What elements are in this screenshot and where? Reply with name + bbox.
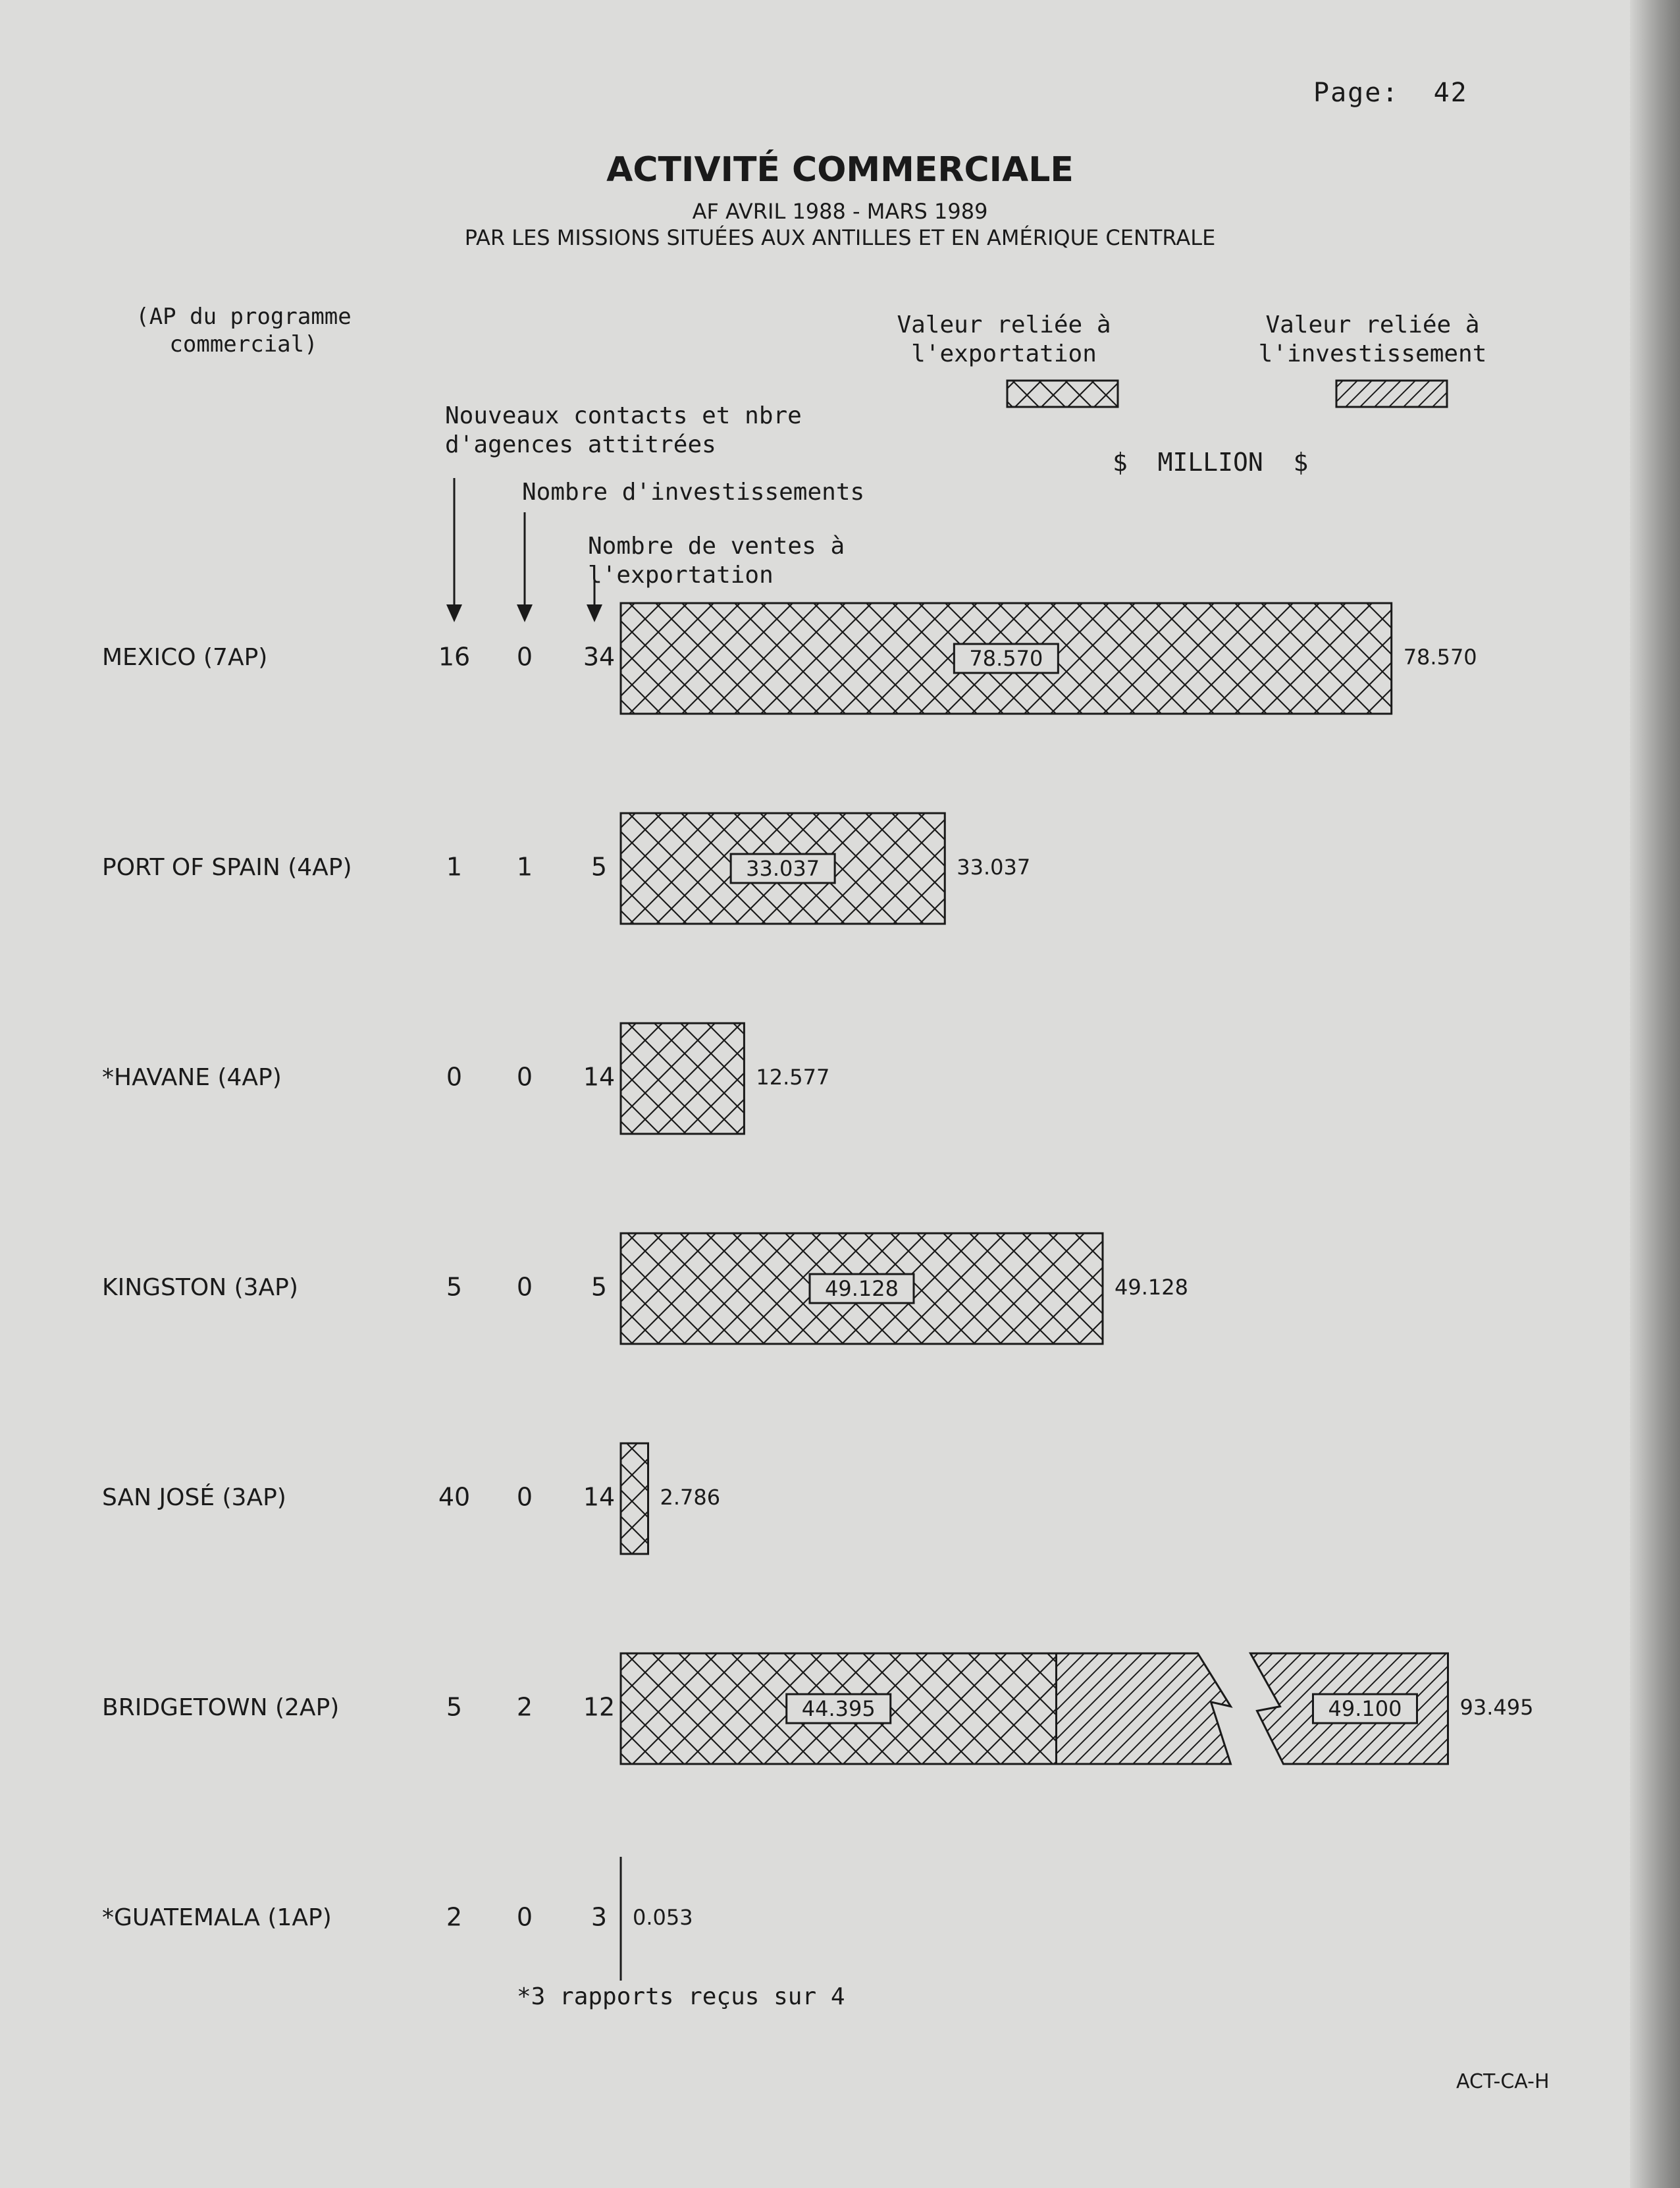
category-label: BRIDGETOWN (2AP) bbox=[102, 1694, 340, 1721]
count-export-sales: 3 bbox=[591, 1902, 608, 1932]
bar-total: 78.570 bbox=[1403, 645, 1477, 670]
bar-total: 2.786 bbox=[660, 1485, 721, 1510]
count-contacts: 0 bbox=[446, 1062, 463, 1092]
arrow-export-sales-head bbox=[587, 604, 602, 622]
count-investments: 2 bbox=[516, 1692, 533, 1722]
page-subtitle-scope: PAR LES MISSIONS SITUÉES AUX ANTILLES ET EN AMÉRIQUE CENTRALE bbox=[464, 225, 1216, 250]
column-head-export-sales: Nombre de ventes à l'exportation bbox=[588, 533, 845, 589]
count-contacts: 5 bbox=[446, 1272, 463, 1302]
category-label: MEXICO (7AP) bbox=[102, 644, 268, 671]
chart-rows bbox=[102, 603, 1533, 1981]
category-label: SAN JOSÉ (3AP) bbox=[102, 1484, 286, 1511]
count-contacts: 40 bbox=[438, 1482, 471, 1512]
bar-total: 0.053 bbox=[633, 1905, 693, 1930]
page-title: ACTIVITÉ COMMERCIALE bbox=[606, 150, 1074, 190]
arrow-investments-head bbox=[517, 604, 533, 622]
bar-export-value: 49.128 bbox=[825, 1276, 899, 1301]
bar-export bbox=[621, 1023, 744, 1134]
legend-export-label: Valeur reliée à l'exportation bbox=[897, 311, 1111, 367]
arrow-contacts-head bbox=[446, 604, 462, 622]
column-arrows bbox=[446, 478, 602, 622]
count-investments: 0 bbox=[516, 642, 533, 672]
bar-invest-value: 49.100 bbox=[1328, 1696, 1402, 1721]
column-head-investments: Nombre d'investissements bbox=[522, 479, 865, 506]
legend-invest-swatch bbox=[1336, 381, 1447, 407]
count-investments: 0 bbox=[516, 1902, 533, 1932]
bar-export-value: 44.395 bbox=[801, 1696, 876, 1721]
count-contacts: 1 bbox=[446, 852, 463, 882]
count-contacts: 2 bbox=[446, 1902, 463, 1932]
count-investments: 0 bbox=[516, 1272, 533, 1302]
bar-export bbox=[621, 1443, 648, 1554]
count-investments: 0 bbox=[516, 1482, 533, 1512]
footnote: *3 rapports reçus sur 4 bbox=[517, 1983, 845, 2010]
category-label: PORT OF SPAIN (4AP) bbox=[102, 854, 352, 881]
count-export-sales: 14 bbox=[583, 1062, 616, 1092]
bar-total: 49.128 bbox=[1115, 1275, 1188, 1300]
category-label: *HAVANE (4AP) bbox=[102, 1064, 282, 1091]
document-code: ACT-CA-H bbox=[1456, 2070, 1550, 2093]
count-export-sales: 5 bbox=[591, 1272, 608, 1302]
bar-export-value: 33.037 bbox=[746, 856, 820, 881]
program-note: (AP du programme commercial) bbox=[136, 304, 352, 358]
count-contacts: 16 bbox=[438, 642, 471, 672]
column-head-contacts: Nouveaux contacts et nbre d'agences attitrées bbox=[445, 402, 802, 458]
unit-label: $ MILLION $ bbox=[1113, 448, 1309, 477]
bar-total: 12.577 bbox=[756, 1065, 830, 1090]
legend-export-swatch bbox=[1007, 381, 1118, 407]
count-export-sales: 14 bbox=[583, 1482, 616, 1512]
page-number: Page: 42 bbox=[1313, 78, 1468, 108]
count-contacts: 5 bbox=[446, 1692, 463, 1722]
category-label: *GUATEMALA (1AP) bbox=[102, 1904, 332, 1931]
count-export-sales: 12 bbox=[583, 1692, 616, 1722]
count-investments: 0 bbox=[516, 1062, 533, 1092]
bar-total: 93.495 bbox=[1459, 1695, 1534, 1720]
count-export-sales: 5 bbox=[591, 852, 608, 882]
category-label: KINGSTON (3AP) bbox=[102, 1274, 298, 1301]
count-investments: 1 bbox=[516, 852, 533, 882]
page-subtitle-period: AF AVRIL 1988 - MARS 1989 bbox=[692, 199, 988, 224]
count-export-sales: 34 bbox=[583, 642, 616, 672]
bar-invest-part1 bbox=[1056, 1653, 1230, 1764]
bar-export-value: 78.570 bbox=[969, 646, 1043, 671]
bar-total: 33.037 bbox=[957, 855, 1031, 880]
legend-invest-label: Valeur reliée à l'investissement bbox=[1258, 311, 1487, 367]
